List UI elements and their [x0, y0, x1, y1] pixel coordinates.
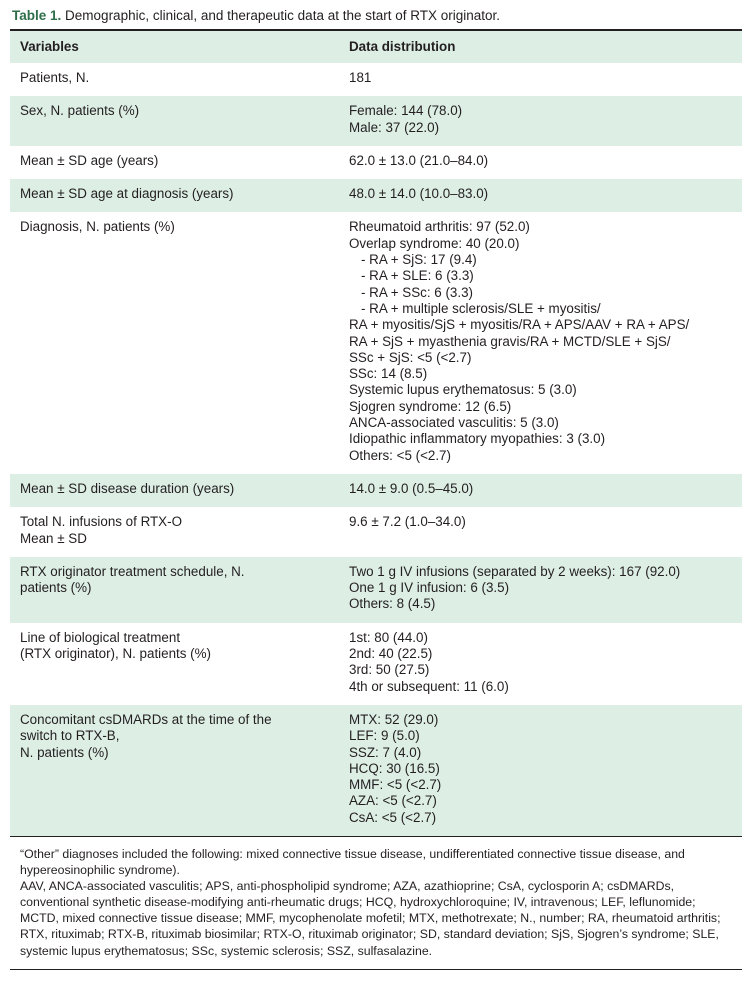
table-row — [10, 705, 742, 836]
table-row — [10, 96, 742, 146]
header-data-distribution: Data distribution — [349, 39, 456, 55]
value-text: 14.0 ± 9.0 (0.5–45.0) — [349, 480, 474, 496]
variable-text: Sex, N. patients (%) — [20, 103, 140, 119]
value-text: Others: <5 (<2.7) — [349, 447, 451, 463]
value-text: - RA + SjS: 17 (9.4) — [361, 252, 477, 268]
table-footnote — [10, 836, 742, 970]
data-table — [10, 29, 742, 836]
value-text: Male: 37 (22.0) — [349, 119, 440, 135]
table-row — [10, 146, 742, 179]
value-text: RA + myositis/SjS + myositis/RA + APS/AAV + RA + APS/ — [349, 317, 690, 333]
variable-cell — [10, 507, 339, 557]
variable-text: Total N. infusions of RTX-O — [20, 514, 182, 530]
value-text: SSc + SjS: <5 (<2.7) — [349, 349, 472, 365]
value-text: RA + SjS + myasthenia gravis/RA + MCTD/SLE + SjS/ — [349, 333, 671, 349]
table-body — [10, 63, 742, 836]
value-text: Idiopathic inflammatory myopathies: 3 (3.0) — [349, 431, 606, 447]
value-text: 1st: 80 (44.0) — [349, 629, 428, 645]
value-text: Female: 144 (78.0) — [349, 103, 463, 119]
value-text: Overlap syndrome: 40 (20.0) — [349, 235, 520, 251]
variable-text: Mean ± SD age (years) — [20, 152, 159, 168]
value-text: 4th or subsequent: 11 (6.0) — [349, 678, 509, 694]
variable-cell — [10, 623, 339, 705]
value-text: 3rd: 50 (27.5) — [349, 662, 430, 678]
table-row — [10, 623, 742, 705]
variable-cell — [10, 63, 339, 96]
value-cell — [339, 507, 742, 557]
variable-text: RTX originator treatment schedule, N. — [20, 563, 245, 579]
value-text: - RA + multiple sclerosis/SLE + myositis/ — [361, 300, 601, 316]
variable-text: (RTX originator), N. patients (%) — [20, 646, 211, 662]
variable-cell — [10, 146, 339, 179]
value-text: Sjogren syndrome: 12 (6.5) — [349, 398, 512, 414]
value-text: Rheumatoid arthritis: 97 (52.0) — [349, 219, 530, 235]
value-cell — [339, 557, 742, 623]
table-row — [10, 63, 742, 96]
value-text: 62.0 ± 13.0 (21.0–84.0) — [349, 152, 489, 168]
table-row — [10, 474, 742, 507]
table-caption — [12, 6, 742, 26]
value-text: - RA + SSc: 6 (3.3) — [361, 284, 474, 300]
value-text: LEF: 9 (5.0) — [349, 728, 420, 744]
value-text: HCQ: 30 (16.5) — [349, 760, 440, 776]
variable-text: Diagnosis, N. patients (%) — [20, 219, 175, 235]
variable-text: Concomitant csDMARDs at the time of the — [20, 711, 272, 727]
variable-text: patients (%) — [20, 580, 92, 596]
value-cell — [339, 63, 742, 96]
variable-text: Mean ± SD age at diagnosis (years) — [20, 186, 234, 202]
value-text: 9.6 ± 7.2 (1.0–34.0) — [349, 514, 466, 530]
value-text: MMF: <5 (<2.7) — [349, 777, 442, 793]
value-text: 181 — [349, 70, 372, 85]
variable-cell — [10, 212, 339, 473]
variable-cell — [10, 557, 339, 623]
footnote-paragraph: “Other” diagnoses included the following: mixed connective tissue disease, undifferentiated connective tissue disease, and hypereosinophilic syndrome). — [20, 846, 685, 878]
value-text: Others: 8 (4.5) — [349, 596, 436, 612]
table-title: Demographic, clinical, and therapeutic data at the start of RTX originator. — [65, 8, 501, 23]
value-cell — [339, 705, 742, 836]
value-text: 48.0 ± 14.0 (10.0–83.0) — [349, 186, 489, 202]
footnote-paragraph: AAV, ANCA-associated vasculitis; APS, anti-phospholipid syndrome; AZA, azathioprine; CsA, cyclosporin A; csDMARDs, conventional synthetic disease-modifying anti-rheumatic drugs; HCQ, hydroxychloroquine; IV, intravenous; LEF, leflunomide; MCTD, mixed connective tissue disease; MMF, mycophenolate mofetil; MTX, methotrexate; N., number; RA, rheumatoid arthritis; RTX, rituximab; RTX-B, rituximab biosimilar; RTX-O, rituximab originator; SD, standard deviation; SjS, Sjogren’s syndrome; SLE, systemic lupus erythematosus; SSc, systemic sclerosis; SSZ, sulfasalazine. — [20, 879, 721, 958]
value-text: 2nd: 40 (22.5) — [349, 646, 433, 662]
table-header-row — [10, 30, 742, 63]
table-row — [10, 179, 742, 212]
value-text: AZA: <5 (<2.7) — [349, 793, 437, 809]
variable-text: Mean ± SD disease duration (years) — [20, 480, 235, 496]
value-cell — [339, 96, 742, 146]
variable-cell — [10, 179, 339, 212]
value-cell — [339, 179, 742, 212]
table-row — [10, 507, 742, 557]
value-text: - RA + SLE: 6 (3.3) — [361, 268, 474, 284]
value-cell — [339, 146, 742, 179]
variable-cell — [10, 96, 339, 146]
variable-cell — [10, 474, 339, 507]
variable-cell — [10, 705, 339, 836]
value-cell — [339, 474, 742, 507]
table-label: Table 1. — [12, 8, 62, 23]
value-text: SSZ: 7 (4.0) — [349, 744, 422, 760]
value-text: Systemic lupus erythematosus: 5 (3.0) — [349, 382, 577, 398]
header-variables: Variables — [20, 39, 79, 55]
table-row — [10, 557, 742, 623]
variable-text: Mean ± SD — [20, 530, 87, 546]
variable-text: switch to RTX-B, — [20, 728, 120, 744]
variable-text: N. patients (%) — [20, 744, 109, 760]
table-row — [10, 212, 742, 473]
value-text: ANCA-associated vasculitis: 5 (3.0) — [349, 415, 559, 431]
value-text: CsA: <5 (<2.7) — [349, 809, 437, 825]
value-text: MTX: 52 (29.0) — [349, 711, 439, 727]
value-text: Two 1 g IV infusions (separated by 2 weeks): 167 (92.0) — [349, 563, 681, 579]
variable-text: Line of biological treatment — [20, 629, 181, 645]
value-cell — [339, 212, 742, 473]
variable-text: Patients, N. — [20, 70, 90, 85]
value-cell — [339, 623, 742, 705]
value-text: SSc: 14 (8.5) — [349, 366, 428, 382]
value-text: One 1 g IV infusion: 6 (3.5) — [349, 580, 510, 596]
